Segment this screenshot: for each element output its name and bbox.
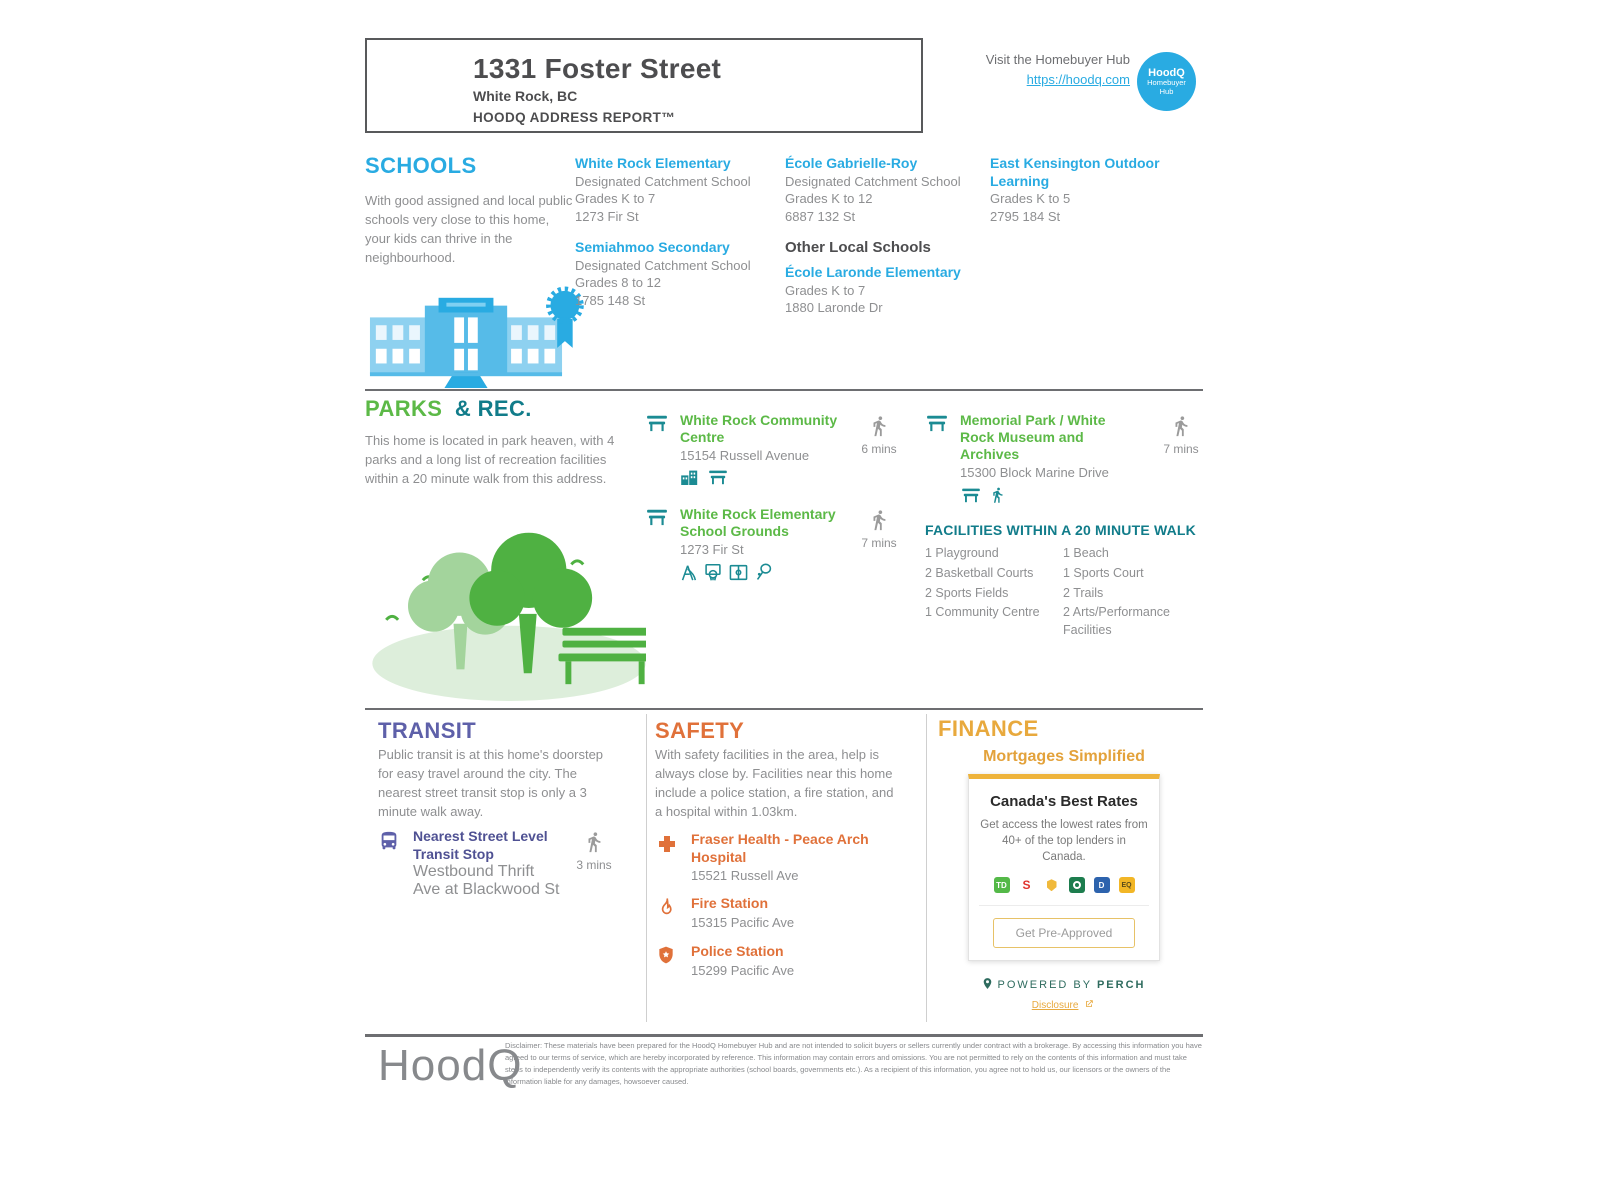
- facility-item: 2 Basketball Courts: [925, 565, 1034, 580]
- walk-time-block: [570, 830, 618, 872]
- flame-icon: [655, 895, 681, 930]
- facility-item: 1 Playground: [925, 546, 999, 560]
- safety-address: 15299 Pacific Ave: [691, 962, 795, 978]
- footer-divider: [365, 1034, 1203, 1037]
- disclosure-row: [938, 999, 1188, 1011]
- hub-link[interactable]: https://hoodq.com: [1026, 72, 1130, 88]
- school-address: 2795 184 St: [990, 208, 1061, 224]
- school-name: École Gabrielle-Roy: [785, 155, 918, 171]
- green-ring-bank-logo: [1069, 877, 1085, 893]
- school-card-ecole-laronde: [785, 264, 990, 317]
- park-features: [960, 486, 1120, 504]
- school-address: 1785 148 St: [575, 293, 646, 309]
- walking-person-icon: [1170, 414, 1192, 438]
- powered-by-perch: [938, 976, 1188, 991]
- walking-person-icon: [868, 508, 890, 532]
- parks-title-green: PARKS: [365, 396, 443, 421]
- school-building-illustration: [368, 286, 564, 393]
- report-title: HOODQ ADDRESS REPORT™: [473, 110, 676, 125]
- section-divider: [365, 389, 1203, 391]
- hub-text: Visit the Homebuyer Hub: [985, 52, 1130, 67]
- safety-name: Fraser Health - Peace Arch Hospital: [691, 831, 869, 865]
- school-card-white-rock-elementary: [575, 155, 780, 226]
- walk-time-block: [855, 508, 903, 550]
- basketball-hoop-icon: [704, 563, 722, 582]
- parks-intro: This home is located in park heaven, with 4 parks and a long list of recreation facilities within a 20 minute walk from this address.: [365, 433, 615, 486]
- column-divider: [926, 714, 927, 1022]
- facilities-title: FACILITIES WITHIN A 20 MINUTE WALK: [925, 522, 1196, 538]
- transit-section-title: TRANSIT: [378, 718, 477, 743]
- school-grades: Grades 8 to 12: [575, 275, 661, 291]
- park-address: 1273 Fir St: [680, 542, 744, 558]
- school-card-semiahmoo-secondary: [575, 239, 780, 310]
- page-title: 1331 Foster Street: [473, 53, 722, 84]
- walk-time-block: [1157, 414, 1205, 456]
- external-link-icon: [1084, 999, 1094, 1009]
- park-item-community-centre: [645, 412, 903, 485]
- walk-time: 7 mins: [1163, 442, 1199, 456]
- walk-time: 6 mins: [861, 442, 897, 456]
- hoodq-badge-logo: [1137, 52, 1196, 111]
- walk-time-block: [855, 414, 903, 456]
- school-card-ecole-gabrielle-roy: [785, 155, 990, 226]
- bus-icon: [378, 828, 404, 899]
- transit-stop-address: Westbound Thrift Ave at Blackwood St: [413, 863, 560, 898]
- school-type: Designated Catchment School: [575, 257, 751, 273]
- school-name: École Laronde Elementary: [785, 264, 961, 280]
- lender-logos-row: [979, 877, 1149, 906]
- park-trees-bench-icon: [368, 503, 646, 701]
- td-bank-logo: TD: [994, 877, 1010, 893]
- blue-d-bank-logo: D: [1094, 877, 1110, 893]
- column-divider: [646, 714, 647, 1022]
- transit-stop-item: [378, 828, 618, 899]
- facility-item: 2 Trails: [1063, 585, 1104, 600]
- police-shield-icon: [655, 943, 681, 978]
- bench-icon: [645, 412, 671, 485]
- mortgages-simplified-title: Mortgages Simplified: [983, 748, 1145, 765]
- rates-card-title: Canada's Best Rates: [990, 793, 1138, 810]
- school-grades: Grades K to 12: [785, 191, 873, 207]
- school-name: Semiahmoo Secondary: [575, 239, 730, 255]
- badge-line1: HoodQ: [1148, 66, 1185, 79]
- transit-stop-name: Nearest Street Level Transit Stop: [413, 828, 548, 862]
- safety-item-hospital: [655, 831, 900, 883]
- sports-field-icon: [729, 564, 748, 581]
- park-address: 15154 Russell Avenue: [680, 448, 810, 464]
- powered-brand: PERCH: [1096, 979, 1146, 991]
- rates-card-text: Get access the lowest rates from 40+ of the top lenders in Canada.: [980, 819, 1148, 864]
- facility-item: 2 Sports Fields: [925, 585, 1009, 600]
- get-pre-approved-button[interactable]: Get Pre-Approved: [993, 918, 1136, 948]
- park-illustration: [368, 503, 646, 706]
- walking-person-icon: [583, 830, 605, 854]
- safety-name: Fire Station: [691, 895, 769, 911]
- transit-intro: Public transit is at this home's doorstep for easy travel around the city. The nearest street transit stop is only a 3 minute walk away.: [378, 747, 604, 819]
- bench-icon: [645, 506, 671, 582]
- eq-bank-logo: EQ: [1119, 877, 1135, 893]
- schools-section-title: SCHOOLS: [365, 153, 477, 178]
- playground-slide-icon: [680, 563, 697, 582]
- schools-intro: With good assigned and local public schools very close to this home, your kids can thrive in the neighbourhood.: [365, 193, 573, 265]
- powered-prefix: POWERED BY: [997, 979, 1097, 991]
- school-address: 1880 Laronde Dr: [785, 300, 883, 316]
- park-features: [680, 469, 840, 485]
- other-local-schools-title: Other Local Schools: [785, 239, 931, 256]
- walk-time: 3 mins: [576, 858, 612, 872]
- parks-title-teal: & REC.: [454, 396, 532, 421]
- section-divider: [365, 708, 1203, 710]
- safety-item-police-station: [655, 943, 900, 978]
- tennis-racquet-icon: [755, 563, 773, 582]
- school-address: 6887 132 St: [785, 209, 856, 225]
- facilities-column-2: [1063, 545, 1205, 642]
- finance-section-title: FINANCE: [938, 716, 1039, 741]
- safety-address: 15315 Pacific Ave: [691, 914, 795, 930]
- safety-intro: With safety facilities in the area, help is always close by. Facilities near this home include a police station, a fire station, and a hospital within 1.03km.: [655, 747, 894, 819]
- footer-disclaimer: Disclaimer: These materials have been prepared for the HoodQ Homebuyer Hub and are not intended to solicit buyers or sellers currently under contract with a brokerage. By accessing this information you have agreed to our terms of service, which are hereby incorporated by reference. This information may contain errors and omissions. You are not permitted to rely on the contents of this information and must take steps to independently verify its contents with the appropriate authorities (school boards, governments etc.). As a recipient of this information, you agree not to hold us, our licensors or the owners of the information liable for any damages, howsoever caused.: [505, 1041, 1202, 1086]
- address-header-box: [365, 38, 923, 133]
- school-grades: Grades K to 5: [990, 191, 1071, 206]
- park-name: Memorial Park / White Rock Museum and Archives: [960, 412, 1106, 463]
- facility-item: 2 Arts/Performance Facilities: [1063, 605, 1170, 637]
- disclosure-link[interactable]: Disclosure: [1031, 1000, 1079, 1011]
- finance-rates-card: [968, 774, 1160, 961]
- walking-person-icon: [868, 414, 890, 438]
- hoodq-footer-logo: HoodQ: [378, 1041, 523, 1090]
- school-type: Designated Catchment School: [575, 173, 751, 189]
- facility-item: 1 Beach: [1063, 546, 1109, 560]
- park-address: 15300 Block Marine Drive: [960, 465, 1109, 481]
- park-name: White Rock Community Centre: [680, 412, 838, 446]
- school-address: 1273 Fir St: [575, 209, 639, 225]
- safety-name: Police Station: [691, 943, 784, 959]
- school-name: East Kensington Outdoor Learning: [990, 155, 1160, 189]
- facility-item: 1 Sports Court: [1063, 565, 1144, 580]
- school-card-east-kensington: [990, 155, 1170, 226]
- school-grades: Grades K to 7: [785, 282, 866, 298]
- safety-address: 15521 Russell Ave: [691, 868, 799, 883]
- facility-item: 1 Community Centre: [925, 605, 1040, 620]
- school-grades: Grades K to 7: [575, 191, 656, 207]
- school-name: White Rock Elementary: [575, 155, 731, 171]
- park-item-memorial-park: [925, 412, 1205, 504]
- facilities-column-1: [925, 545, 1063, 642]
- scotiabank-logo: S: [1019, 877, 1035, 893]
- badge-line3: Hub: [1159, 86, 1174, 96]
- parks-section-title: [365, 396, 532, 422]
- bench-icon: [960, 487, 982, 503]
- gold-shield-bank-logo: [1044, 877, 1060, 893]
- facilities-block: [925, 522, 1205, 642]
- school-type: Designated Catchment School: [785, 173, 961, 189]
- jogger-icon: [989, 486, 1006, 504]
- homebuyer-hub-block: [930, 50, 1130, 90]
- walk-time: 7 mins: [861, 536, 897, 550]
- bench-icon: [707, 469, 729, 485]
- park-name: White Rock Elementary School Grounds: [680, 506, 836, 540]
- map-pin-icon: [981, 976, 994, 991]
- park-item-school-grounds: [645, 506, 903, 582]
- safety-item-fire-station: [655, 895, 900, 930]
- badge-line2: Homebuyer: [1147, 78, 1186, 88]
- community-building-icon: [680, 469, 700, 485]
- park-features: [680, 563, 840, 582]
- bench-icon: [925, 412, 951, 504]
- address-city: White Rock, BC: [473, 88, 578, 104]
- safety-section-title: SAFETY: [655, 718, 745, 743]
- hospital-cross-icon: [655, 831, 681, 883]
